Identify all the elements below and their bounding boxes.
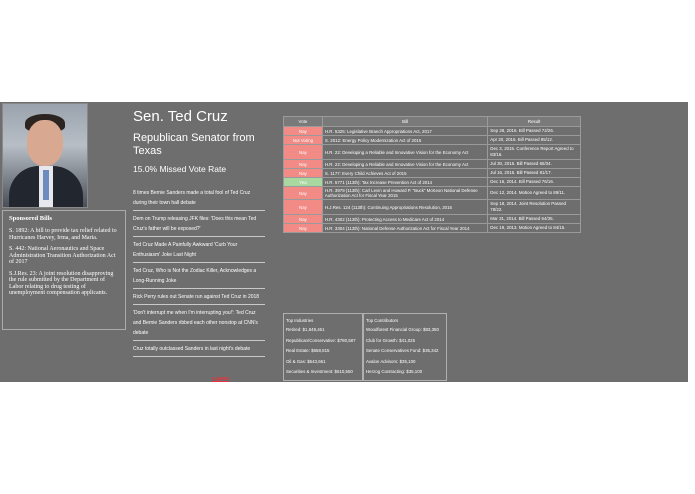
sponsored-bills-title: Sponsored Bills (9, 215, 53, 222)
result-cell: Dec 3, 2015. Conference Report Agreed to 83/16. (488, 145, 581, 160)
missed-vote-rate: 15.0% Missed Vote Rate (133, 164, 227, 174)
senator-photo (2, 103, 88, 208)
vote-cell: Nay (284, 169, 323, 178)
result-cell: Jul 16, 2015. Bill Passed 81/17. (488, 169, 581, 178)
result-cell: Dec 12, 2014. Motion Agreed to 89/11. (488, 187, 581, 200)
vote-column-header: Vote (284, 117, 323, 127)
vote-row (284, 224, 581, 233)
top-industries-title: Top Industries (286, 318, 314, 323)
news-item[interactable]: Ted Cruz, Who is Not the Zodiac Killer, Acknowledges a Long-Running Joke (133, 265, 265, 289)
funding-section (283, 313, 447, 381)
vote-cell: Nay (284, 145, 323, 160)
vote-cell: Not Voting (284, 136, 323, 145)
result-cell: Mar 31, 2014. Bill Passed 64/35. (488, 215, 581, 224)
contributor-item: Woodforest Financial Group: $83,350 (366, 327, 439, 332)
bill-cell[interactable]: H.R. 4302 (113th): Protecting Access to Medicare Act of 2014 (322, 215, 487, 224)
news-more-link[interactable]: a game (212, 376, 230, 382)
news-item[interactable]: Dem on Trump releasing JFK files: 'Does this mean Ted Cruz's father will be exposed?' (133, 213, 265, 237)
news-item[interactable]: Cruz totally outclassed Sanders in last night's debate (133, 343, 265, 357)
bill-cell[interactable]: H.R. 3304 (113th): National Defense Authorization Act for Fiscal Year 2014 (322, 224, 487, 233)
photo-tie (43, 170, 49, 200)
news-item[interactable]: 'Don't interrupt me when I'm interrupting you!': Ted Cruz and Bernie Sanders ribbed each other nonstop at CNN's debate (133, 307, 265, 341)
bill-cell[interactable]: H.R. 5325: Legislative Branch Appropriations Act, 2017 (322, 127, 487, 136)
bill-cell[interactable]: H.R. 3979 (113th): Carl Levin and Howard P. "Buck" McKeon National Defense Authorization Act for Fiscal Year 2015 (322, 187, 487, 200)
contributor-item: Avalon Advisors: $35,100 (366, 358, 416, 364)
vote-row (284, 127, 581, 136)
news-item[interactable]: Rick Perry rules out Senate run against Ted Cruz in 2018 (133, 291, 265, 305)
vote-cell: Nay (284, 127, 323, 136)
bill-cell[interactable]: H.R. 5771 (113th): Tax Increase Prevention Act of 2014 (322, 178, 487, 187)
vote-row (284, 160, 581, 169)
vote-cell: Nay (284, 160, 323, 169)
votes-header-row (284, 117, 581, 127)
votes-table (283, 116, 581, 233)
sponsored-bill[interactable]: S. 442: National Aeronautics and Space Administration Transition Authorization Act of 2017 (9, 246, 116, 265)
top-contributors-title: Top Contributors (366, 318, 399, 323)
bill-cell[interactable]: H.J.Res. 124 (113th): Continuing Appropriations Resolution, 2015 (322, 200, 487, 215)
vote-row (284, 145, 581, 160)
top-industries (283, 313, 363, 381)
sponsored-bill[interactable]: S.J.Res. 23: A joint resolution disapproving the rule submitted by the Department of Labor relating to drug testing of unemployment compensation applicants. (9, 270, 114, 296)
result-cell: Jul 30, 2015. Bill Passed 65/34. (488, 160, 581, 169)
result-cell: Dec 19, 2013. Motion Agreed to 84/15. (488, 224, 581, 233)
contributor-item: Herzog Contracting: $35,100 (366, 369, 423, 375)
contributor-item: Senate Conservatives Fund: $35,342 (366, 348, 439, 354)
sponsored-bill[interactable]: S. 1892: A bill to provide tax relief related to Hurricanes Harvey, Irma, and Maria. (9, 228, 117, 241)
vote-row (284, 178, 581, 187)
industry-item: Real Estate: $658,815 (286, 348, 330, 354)
vote-row (284, 136, 581, 145)
industry-item: Securities & Investment: $610,550 (286, 369, 353, 375)
sponsored-bills-box (2, 210, 126, 330)
vote-cell: Nay (284, 224, 323, 233)
bill-cell[interactable]: S. 2012: Energy Policy Modernization Act of 2015 (322, 136, 487, 145)
photo-face (27, 120, 63, 166)
vote-cell: Nay (284, 200, 323, 215)
result-cell: Dec 16, 2014. Bill Passed 76/16. (488, 178, 581, 187)
result-cell: Apr 20, 2016. Bill Passed 85/12. (488, 136, 581, 145)
bill-cell[interactable]: H.R. 22: Developing a Reliable and Innovative Vision for the Economy Act (322, 145, 487, 160)
news-item[interactable]: Ted Cruz Made A Painfully Awkward 'Curb Your Enthusiasm' Joke Last Night (133, 239, 265, 263)
bill-cell[interactable]: S. 1177: Every Child Achieves Act of 2015 (322, 169, 487, 178)
top-contributors (363, 313, 447, 381)
result-column-header: Result (488, 117, 581, 127)
contributor-item: Club for Growth: $41,025 (366, 337, 416, 343)
news-list (133, 187, 265, 359)
senator-name: Sen. Ted Cruz (133, 108, 228, 125)
vote-cell: Nay (284, 187, 323, 200)
vote-row (284, 187, 581, 200)
industry-item: Retired: $1,849,461 (286, 327, 325, 332)
industry-item: Republican/Conservative: $780,587 (286, 337, 356, 343)
senator-header (133, 108, 273, 174)
vote-row (284, 169, 581, 178)
senator-party: Republican Senator from Texas (133, 132, 255, 157)
vote-cell: Yea (284, 178, 323, 187)
vote-row (284, 200, 581, 215)
bill-cell[interactable]: H.R. 22: Developing a Reliable and Innovative Vision for the Economy Act (322, 160, 487, 169)
vote-cell: Nay (284, 215, 323, 224)
result-cell: Sep 28, 2016. Bill Passed 72/26. (488, 127, 581, 136)
bill-column-header: Bill (322, 117, 487, 127)
result-cell: Sep 18, 2014. Joint Resolution Passed 78/22. (488, 200, 581, 215)
industry-item: Oil & Gas: $643,661 (286, 358, 326, 364)
news-item[interactable]: 8 times Bernie Sanders made a total fool of Ted Cruz during their town hall debate (133, 187, 265, 211)
vote-row (284, 215, 581, 224)
